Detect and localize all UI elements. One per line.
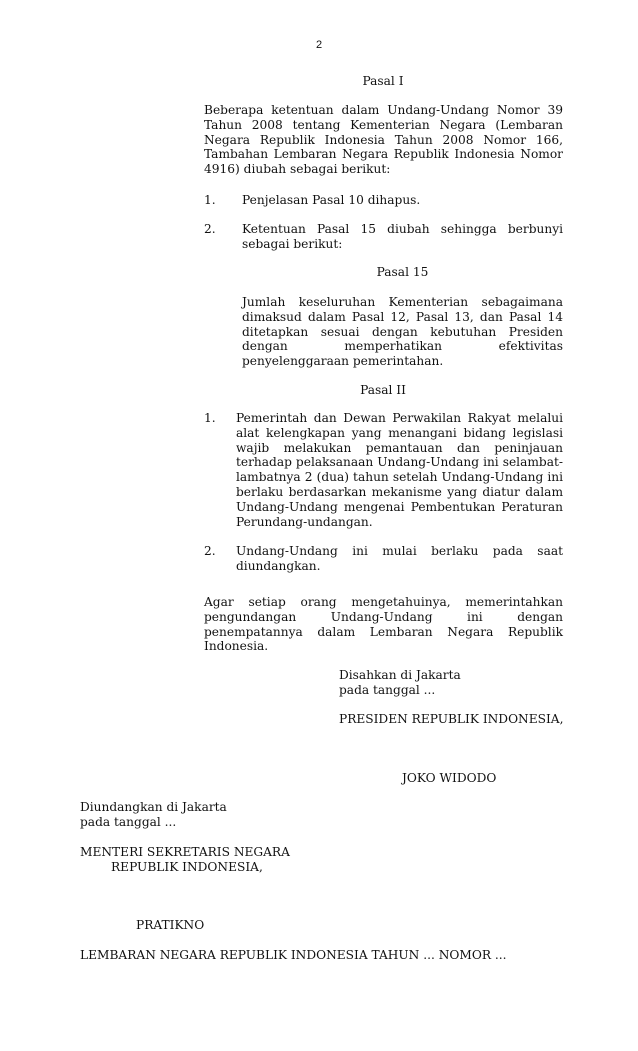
pasal-1-intro: Beberapa ketentuan dalam Undang-Undang Nomor 39 Tahun 2008 tentang Kementerian Negara (Lembaran Negara Republik Indonesia Tahun 2008 Nomor 166, Tambahan Lembaran Negara Republik Indonesia Nomor 4916) diubah sebagai berikut: [204,103,563,177]
minister-name: PRATIKNO [136,918,205,932]
pasal-1-heading: Pasal I [362,74,404,88]
page-number: 2 [315,39,323,51]
item-number: 2. [204,544,216,558]
item-text: Pemerintah dan Dewan Perwakilan Rakyat melalui alat kelengkapan yang menangani bidang legislasi wajib melakukan pemantauan dan peninjauan terhadap pelaksanaan Undang-Undang ini selambat-lambatnya 2 (dua) tahun setelah Undang-Undang ini berlaku berdasarkan mekanisme yang diatur dalam Undang-Undang mengenai Pembentukan Peraturan Perundang-undangan. [236,411,563,529]
pasal-1-item-1 [204,193,563,208]
item-number: 1. [204,411,216,425]
item-text: Undang-Undang ini mulai berlaku pada saat diundangkan. [236,544,563,573]
item-text: Penjelasan Pasal 10 dihapus. [242,193,421,207]
promulgation-place: Diundangkan di Jakarta [80,800,227,814]
closing-paragraph: Agar setiap orang mengetahuinya, memerintahkan pengundangan Undang-Undang ini dengan penempatannya dalam Lembaran Negara Republik Indonesia. [204,595,563,654]
enactment-date: pada tanggal ... [339,683,436,697]
pasal-15-heading: Pasal 15 [376,265,429,279]
pasal-1-item-2 [204,222,563,252]
item-number: 1. [204,193,216,207]
president-name: JOKO WIDODO [402,771,497,785]
item-number: 2. [204,222,216,236]
pasal-2-item-2 [204,544,563,574]
pasal-15-text: Jumlah keseluruhan Kementerian sebagaimana dimaksud dalam Pasal 12, Pasal 13, dan Pasal 14 ditetapkan sesuai dengan kebutuhan Presiden dengan memperhatikan efektivitas penyelenggaraan pemerintahan. [242,295,563,369]
promulgation-date: pada tanggal ... [80,815,177,829]
minister-office-line-2: REPUBLIK INDONESIA, [111,860,263,874]
pasal-2-item-1 [204,411,563,529]
enactment-office: PRESIDEN REPUBLIK INDONESIA, [339,712,564,726]
pasal-2-heading: Pasal II [360,383,406,397]
minister-office-line-1: MENTERI SEKRETARIS NEGARA [80,845,290,859]
enactment-place: Disahkan di Jakarta [339,668,461,682]
gazette-line: LEMBARAN NEGARA REPUBLIK INDONESIA TAHUN ... NOMOR ... [80,948,507,962]
item-text: Ketentuan Pasal 15 diubah sehingga berbunyi sebagai berikut: [242,222,563,251]
